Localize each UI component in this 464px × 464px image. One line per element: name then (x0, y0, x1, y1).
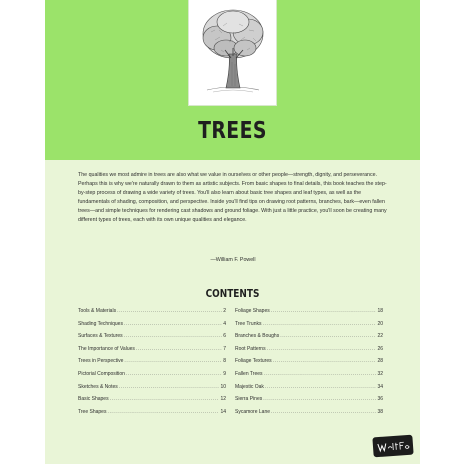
toc-entry-label: Majestic Oak (235, 383, 264, 390)
toc-page-number: 8 (223, 358, 226, 365)
toc-leader-dots (126, 371, 222, 377)
toc-leader-dots (280, 333, 376, 339)
toc-page-number: 22 (377, 333, 383, 340)
book-title: TREES (198, 118, 267, 144)
toc-page-number: 36 (377, 396, 383, 403)
toc-entry (235, 358, 383, 371)
toc-page-number: 14 (220, 408, 226, 415)
toc-leader-dots (107, 409, 219, 415)
toc-right-column (235, 308, 383, 421)
toc-page-number: 38 (377, 408, 383, 415)
toc-page-number: 26 (377, 345, 383, 352)
toc-entry (235, 396, 383, 409)
toc-leader-dots (263, 396, 376, 402)
toc-entry-label: The Importance of Values (78, 345, 135, 352)
toc-entry (235, 321, 383, 334)
toc-entry (235, 384, 383, 397)
toc-leader-dots (263, 321, 377, 327)
toc-entry-label: Basic Shapes (78, 396, 109, 403)
toc-entry (78, 346, 226, 359)
contents-heading: CONTENTS (205, 288, 260, 300)
toc-entry-label: Tools & Materials (78, 308, 117, 314)
toc-entry (235, 308, 383, 321)
toc-entry (78, 333, 226, 346)
toc-leader-dots (271, 308, 377, 314)
toc-entry-label: Shading Techniques (78, 320, 123, 327)
toc-entry-label: Trees in Perspective (78, 358, 124, 365)
toc-entry (235, 371, 383, 384)
toc-leader-dots (273, 358, 377, 364)
toc-leader-dots (267, 346, 377, 352)
toc-entry (78, 321, 226, 334)
toc-entry-label: Foliage Shapes (235, 308, 270, 314)
toc-entry-label: Tree Shapes (78, 408, 107, 415)
toc-entry (235, 346, 383, 359)
toc-entry-label: Pictorial Composition (78, 370, 125, 377)
toc-leader-dots (265, 384, 377, 390)
author-attribution: —William F. Powell (210, 257, 256, 263)
toc-leader-dots (264, 371, 377, 377)
toc-entry-label: Sierra Pines (235, 396, 263, 403)
toc-entry-label: Sketches & Notes (78, 383, 118, 390)
toc-entry-label: Fallen Trees (235, 370, 263, 377)
toc-leader-dots (271, 409, 376, 415)
book-page (45, 0, 420, 464)
toc-leader-dots (136, 346, 222, 352)
toc-entry-label: Tree Trunks (235, 320, 262, 327)
toc-entry (78, 396, 226, 409)
toc-entry (235, 409, 383, 422)
toc-page-number: 6 (223, 333, 226, 340)
toc-entry (78, 371, 226, 384)
toc-entry-label: Foliage Textures (235, 358, 272, 365)
toc-page-number: 32 (377, 370, 383, 377)
toc-page-number: 12 (220, 396, 226, 403)
tree-sketch-icon (193, 2, 273, 102)
intro-paragraph (78, 171, 388, 225)
walter-foster-logo-icon (372, 435, 413, 458)
walter-foster-logo-mark (375, 438, 412, 454)
toc-entry-label: Branches & Boughs (235, 333, 280, 340)
toc-entry-label: Root Patterns (235, 345, 266, 352)
toc-page-number: 2 (223, 308, 226, 314)
toc-page-number: 20 (377, 320, 383, 327)
toc-page-number: 34 (377, 383, 383, 390)
toc-entry (78, 358, 226, 371)
toc-leader-dots (124, 333, 223, 339)
toc-entry (78, 308, 226, 321)
tree-illustration (188, 0, 277, 106)
toc-leader-dots (110, 396, 220, 402)
toc-page-number: 28 (377, 358, 383, 365)
toc-page-number: 18 (377, 308, 383, 314)
toc-leader-dots (124, 321, 222, 327)
toc-leader-dots (117, 308, 222, 314)
toc-page-number: 10 (220, 383, 226, 390)
toc-entry-label: Surfaces & Textures (78, 333, 123, 340)
toc-leader-dots (124, 358, 222, 364)
toc-entry (78, 384, 226, 397)
toc-entry (78, 409, 226, 422)
toc-leader-dots (119, 384, 220, 390)
toc-entry-label: Sycamore Lane (235, 408, 271, 415)
intro-text: The qualities we most admire in trees are also what we value in ourselves or other people—strength, dignity, and perseverance. Perhaps this is why we're naturally drawn to them as artistic subjects. From basic shapes to final details, this book teaches the step-by-step process of drawing a wide variety of trees. You'll also learn about basic tree shapes and leaf types, as well as the fundamentals of shading, composition, and perspective. Inside you'll find tips on drawing root patterns, branches, bark—even fallen trees—and simple techniques for rendering cast shadows and ground foliage. With just a little practice, you'll soon be creating many different types of trees, each with its own unique qualities and elegance. (78, 172, 387, 223)
toc-page-number: 9 (223, 370, 226, 377)
toc-left-column (78, 308, 226, 421)
toc-page-number: 4 (223, 320, 226, 327)
toc-entry (235, 333, 383, 346)
toc-page-number: 7 (223, 345, 226, 352)
